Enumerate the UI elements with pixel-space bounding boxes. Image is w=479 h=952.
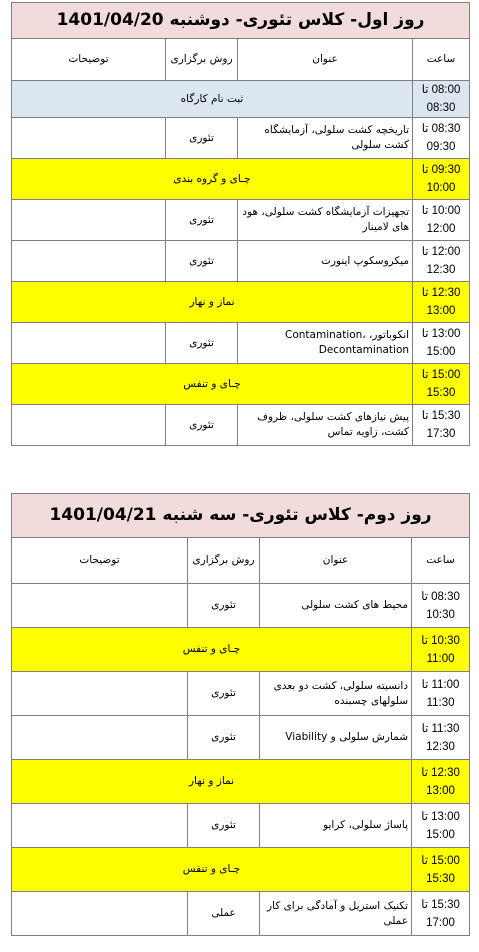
time-cell	[413, 323, 470, 364]
time-from: 12:00 تا	[421, 246, 461, 258]
topic-cell: تجهیزات آزمایشگاه کشت سلولی، هود های لامینار	[238, 200, 413, 241]
time-cell	[413, 159, 470, 200]
break-label: نماز و نهار	[12, 282, 413, 323]
header-method: روش برگزاری	[166, 39, 238, 81]
method-cell: تئوری	[188, 804, 260, 848]
time-cell	[412, 804, 470, 848]
method-cell: تئوری	[188, 584, 260, 628]
notes-cell	[12, 241, 166, 282]
break-label: چـای و تنفس	[12, 848, 412, 892]
method-cell: تئوری	[188, 716, 260, 760]
header-topic: عنوان	[260, 538, 412, 584]
time-from: 15:30 تا	[421, 410, 461, 422]
time-from: 12:30 تا	[421, 287, 461, 299]
method-cell: تئوری	[166, 241, 238, 282]
time-from: 08:00 تا	[421, 84, 461, 96]
topic-cell: تکنیک استریل و آمادگی برای کار عملی	[260, 892, 412, 936]
header-time: ساعت	[412, 538, 470, 584]
day1-schedule-table	[11, 2, 470, 446]
time-to: 08:30	[426, 102, 456, 114]
schedule-row	[12, 628, 470, 672]
method-cell: تئوری	[166, 200, 238, 241]
time-cell	[413, 241, 470, 282]
topic-cell: محیط های کشت سلولی	[260, 584, 412, 628]
method-cell: تئوری	[188, 672, 260, 716]
time-cell	[412, 892, 470, 936]
time-cell	[413, 405, 470, 446]
time-to: 11:30	[426, 696, 455, 709]
schedule-row	[12, 848, 470, 892]
method-cell: تئوری	[166, 118, 238, 159]
header-row	[12, 39, 470, 81]
header-time: ساعت	[413, 39, 470, 81]
schedule-row	[12, 584, 470, 628]
time-to: 15:00	[426, 828, 455, 841]
schedule-row	[12, 81, 470, 118]
notes-cell	[12, 804, 188, 848]
time-to: 17:00	[426, 916, 455, 929]
time-from: 15:00 تا	[421, 854, 460, 867]
schedule-row	[12, 760, 470, 804]
topic-cell: دانسیته سلولی، کشت دو بعدی سلولهای چسبنده	[260, 672, 412, 716]
notes-cell	[12, 405, 166, 446]
schedule-row	[12, 323, 470, 364]
time-from: 13:00 تا	[421, 810, 460, 823]
break-label: نماز و نهار	[12, 760, 412, 804]
time-to: 10:30	[426, 608, 455, 621]
time-from: 12:30 تا	[421, 766, 460, 779]
notes-cell	[12, 892, 188, 936]
time-from: 10:30 تا	[421, 634, 460, 647]
time-to: 15:30	[426, 872, 455, 885]
break-label: ثبت نام کارگاه	[12, 81, 413, 118]
time-cell	[413, 200, 470, 241]
time-cell	[412, 848, 470, 892]
time-from: 13:00 تا	[421, 328, 461, 340]
time-to: 15:30	[426, 387, 456, 399]
time-to: 12:30	[426, 740, 455, 753]
title-row	[12, 494, 470, 538]
time-cell	[413, 364, 470, 405]
time-to: 15:00	[426, 346, 456, 358]
schedule-row	[12, 716, 470, 760]
time-from: 11:00 تا	[421, 678, 460, 691]
schedule-row	[12, 159, 470, 200]
topic-cell: میکروسکوپ اینورت	[238, 241, 413, 282]
topic-cell: انکوباتور، Contamination، Decontamination	[238, 323, 413, 364]
topic-cell: تاریخچه کشت سلولی، آزمایشگاه کشت سلولی	[238, 118, 413, 159]
schedule-row	[12, 405, 470, 446]
time-cell	[412, 760, 470, 804]
time-from: 08:30 تا	[421, 123, 461, 135]
day-title: روز اول- کلاس تئوری- دوشنبه 1401/04/20	[12, 3, 470, 39]
header-notes: توضیحات	[12, 39, 166, 81]
header-row	[12, 538, 470, 584]
time-cell	[412, 584, 470, 628]
notes-cell	[12, 323, 166, 364]
time-from: 15:00 تا	[421, 369, 461, 381]
time-from: 10:00 تا	[421, 205, 461, 217]
method-cell: تئوری	[166, 405, 238, 446]
notes-cell	[12, 200, 166, 241]
topic-cell: پاساژ سلولی، کرایو	[260, 804, 412, 848]
day-title: روز دوم- کلاس تئوری- سه شنبه 1401/04/21	[12, 494, 470, 538]
schedule-row	[12, 200, 470, 241]
time-to: 12:00	[426, 223, 456, 235]
method-cell: عملی	[188, 892, 260, 936]
schedule-row	[12, 804, 470, 848]
schedule-row	[12, 364, 470, 405]
schedule-row	[12, 282, 470, 323]
schedule-row	[12, 892, 470, 936]
time-from: 11:30 تا	[421, 722, 460, 735]
header-topic: عنوان	[238, 39, 413, 81]
notes-cell	[12, 672, 188, 716]
time-to: 12:30	[426, 264, 456, 276]
break-label: چـای و گروه بندی	[12, 159, 413, 200]
topic-cell: پیش نیازهای کشت سلولی، ظروف کشت، زاویه تماس	[238, 405, 413, 446]
schedule-row	[12, 118, 470, 159]
schedule-row	[12, 241, 470, 282]
header-notes: توضیحات	[12, 538, 188, 584]
time-cell	[412, 716, 470, 760]
time-to: 17:30	[426, 428, 456, 440]
time-to: 09:30	[426, 141, 456, 153]
notes-cell	[12, 716, 188, 760]
notes-cell	[12, 584, 188, 628]
time-to: 10:00	[426, 182, 456, 194]
time-to: 13:00	[426, 305, 456, 317]
time-to: 11:00	[426, 652, 455, 665]
header-method: روش برگزاری	[188, 538, 260, 584]
time-cell	[412, 672, 470, 716]
day2-schedule-table	[11, 493, 470, 936]
time-cell	[412, 628, 470, 672]
time-to: 13:00	[426, 784, 455, 797]
time-from: 08:30 تا	[421, 590, 460, 603]
schedule-row	[12, 672, 470, 716]
time-cell	[413, 118, 470, 159]
time-from: 09:30 تا	[421, 164, 461, 176]
time-cell	[413, 282, 470, 323]
break-label: چـای و تنفس	[12, 628, 412, 672]
notes-cell	[12, 118, 166, 159]
title-row	[12, 3, 470, 39]
method-cell: تئوری	[166, 323, 238, 364]
time-cell	[413, 81, 470, 118]
break-label: چـای و تنفس	[12, 364, 413, 405]
topic-cell: شمارش سلولی و Viability	[260, 716, 412, 760]
time-from: 15:30 تا	[421, 898, 460, 911]
